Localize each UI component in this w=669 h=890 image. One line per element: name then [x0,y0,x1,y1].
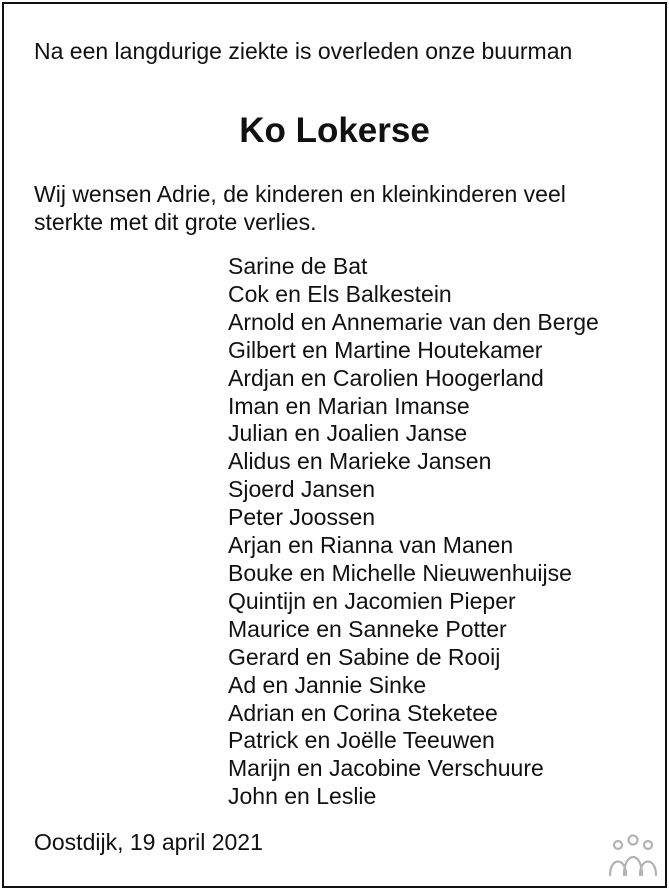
signer-item: Cok en Els Balkestein [228,280,452,307]
signer-item: Quintijn en Jacomien Pieper [228,587,516,614]
signer-item: Marijn en Jacobine Verschuure [228,755,544,782]
signer-item: Arnold en Annemarie van den Berge [228,308,599,335]
signer-item: Sarine de Bat [228,253,368,279]
signer-item: John en Leslie [228,783,377,810]
condolence-message: Wij wensen Adrie, de kinderen en kleinkinderen veel sterkte met dit grote verlies. [34,181,566,235]
signer-item: Gerard en Sabine de Rooij [228,643,501,670]
signer-item: Patrick en Joëlle Teeuwen [228,727,495,754]
signer-item: Gilbert en Martine Houtekamer [228,336,543,363]
place-and-date: Oostdijk, 19 april 2021 [34,829,263,855]
signer-item: Julian en Joalien Janse [228,420,468,447]
signers-list [228,253,599,811]
signer-item: Arjan en Rianna van Manen [228,532,514,559]
intro-text: Na een langdurige ziekte is overleden onze buurman [34,38,573,64]
signer-item: Alidus en Marieke Jansen [228,448,492,475]
signer-item: Iman en Marian Imanse [228,392,470,419]
signer-item: Ad en Jannie Sinke [228,671,427,698]
signer-item: Bouke en Michelle Nieuwenhuijse [228,559,572,586]
family-people-icon [607,833,659,877]
deceased-name: Ko Lokerse [239,111,430,150]
signer-item: Sjoerd Jansen [228,476,376,503]
signer-item: Maurice en Sanneke Potter [228,615,507,642]
signer-item: Ardjan en Carolien Hoogerland [228,364,544,391]
signer-item: Peter Joossen [228,504,376,531]
signer-item: Adrian en Corina Steketee [228,699,498,726]
